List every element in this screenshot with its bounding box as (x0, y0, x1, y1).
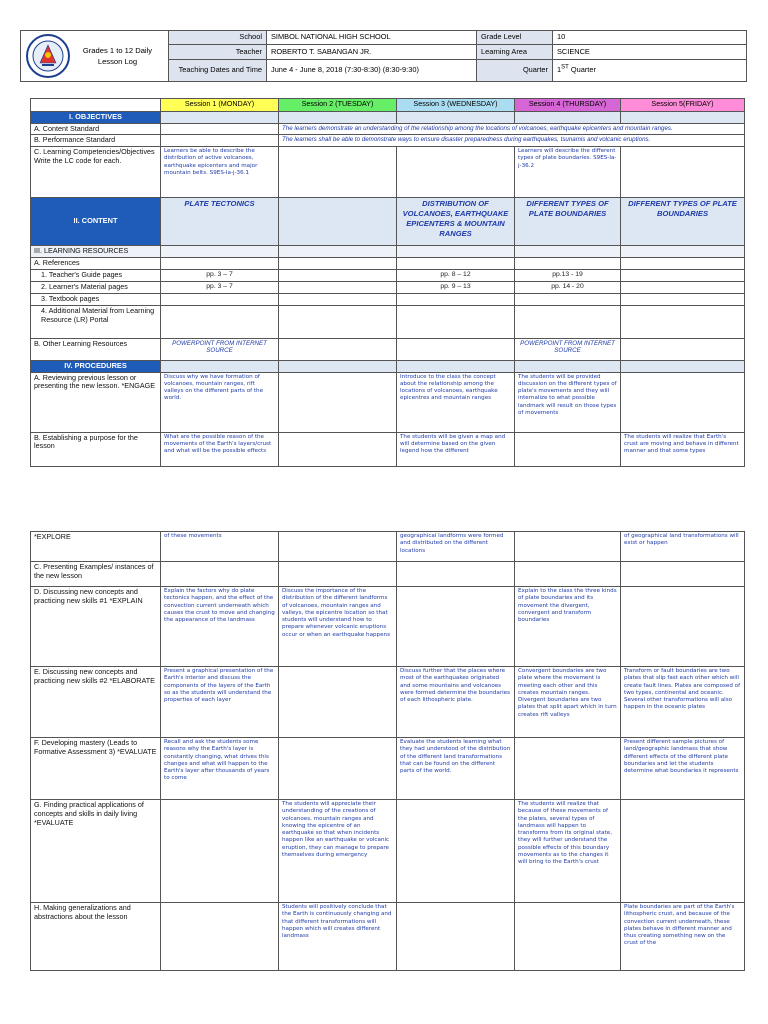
proc-e-label: E. Discussing new concepts and practicing new skills #2 *ELABORATE (31, 667, 161, 738)
performance-standard-label: B. Performance Standard (31, 135, 161, 147)
quarter-value: 1ST Quarter (553, 59, 747, 81)
proc-a-session-4: The students will be provided discussion on the different types of plate's movements and they will internalize to what possible landmark will result on those types of movements (515, 372, 621, 432)
lm-label: 2. Learner's Material pages (31, 281, 161, 293)
dates-value: June 4 - June 8, 2018 (7:30-8:30) (8:30-9:30) (267, 59, 477, 81)
proc-f-session-1: Recall and ask the students some reasons why the Earth's layer is constantly changing, what drives this changes and what will happen to the Earth's layer after thousands of years to come (161, 738, 279, 800)
proc-g-session-4: The students will realize that because of these movements of the plates, several types of landmass will happen to transforms from its original state, they will further understand the possible effects of this boundary movements as to the changes it will bring to the Earth's crust (515, 800, 621, 903)
proc-h-label: H. Making generalizations and abstractions about the lesson (31, 903, 161, 971)
proc-h-session-2: Students will positively conclude that the Earth is continuously changing and that different transformations will happen which will creates different landmass (279, 903, 397, 971)
content-heading: II. CONTENT (31, 198, 161, 246)
school-value: SIMBOL NATIONAL HIGH SCHOOL (267, 31, 477, 45)
session-5-header: Session 5(FRIDAY) (621, 99, 745, 112)
objectives-heading: I. OBJECTIVES (31, 112, 161, 124)
proc-f-session-3: Evaluate the students learning what they had understood of the distribution of the different land transformations that can be found on the different parts of the world. (397, 738, 515, 800)
explore-session-3: geographical landforms were formed and distributed on the different locations (397, 532, 515, 562)
log-title-line1: Grades 1 to 12 Daily (82, 46, 153, 55)
additional-material-label: 4. Additional Material from Learning Resource (LR) Portal (31, 305, 161, 338)
content-session-1: PLATE TECTONICS (161, 198, 279, 246)
lm-session-1: pp. 3 – 7 (161, 281, 279, 293)
proc-f-label: F. Developing mastery (Leads to Formative Assessment 3) *EVALUATE (31, 738, 161, 800)
proc-c-label: C. Presenting Examples/ instances of the new lesson (31, 562, 161, 587)
references-label: A. References (31, 257, 161, 269)
proc-a-label: A. Reviewing previous lesson or presenting the new lesson. *ENGAGE (31, 372, 161, 432)
session-2-header: Session 2 (TUESDAY) (279, 99, 397, 112)
proc-d-session-2: Discuss the importance of the distribution of the different landforms of volcanoes, mountain ranges and valleys, the epicentre location so that students will understand how to prepare whenever volcanic eruptions occur or when an earthquake happens (279, 587, 397, 667)
procedures-heading: IV. PROCEDURES (31, 360, 161, 372)
log-title-line2: Lesson Log (97, 57, 138, 66)
deped-seal-icon (25, 33, 71, 79)
session-3-header: Session 3 (WEDNESDAY) (397, 99, 515, 112)
resources-heading: III. LEARNING RESOURCES (31, 246, 161, 258)
proc-a-session-1: Discuss why we have formation of volcanoes, mountain ranges, rift valleys on the different parts of the world. (161, 372, 279, 432)
proc-b-label: B. Establishing a purpose for the lesson (31, 432, 161, 466)
dates-label: Teaching Dates and Time (169, 59, 267, 81)
proc-d-session-1: Explain the factors why do plate tectonics happen, and the effect of the convection current underneath which causes the crust to move and changing the appearance of the landmass (161, 587, 279, 667)
other-session-4: POWERPOINT FROM INTERNET SOURCE (515, 338, 621, 360)
lesson-log-table-continued (30, 531, 745, 971)
grade-value: 10 (553, 31, 747, 45)
proc-g-label: G. Finding practical applications of concepts and skills in daily living *EVALUATE (31, 800, 161, 903)
grade-label: Grade Level (477, 31, 553, 45)
other-session-1: POWERPOINT FROM INTERNET SOURCE (161, 338, 279, 360)
lm-session-3: pp. 9 – 13 (397, 281, 515, 293)
content-standard-label: A. Content Standard (31, 123, 161, 135)
tg-session-1: pp. 3 – 7 (161, 269, 279, 281)
content-session-3: DISTRIBUTION OF VOLCANOES, EARTHQUAKE EPICENTERS & MOUNTAIN RANGES (397, 198, 515, 246)
session-1-header: Session 1 (MONDAY) (161, 99, 279, 112)
proc-d-label: D. Discussing new concepts and practicing new skills #1 *EXPLAIN (31, 587, 161, 667)
explore-label: *EXPLORE (31, 532, 161, 562)
session-4-header: Session 4 (THURSDAY) (515, 99, 621, 112)
lm-session-4: pp. 14 - 20 (515, 281, 621, 293)
other-resources-label: B. Other Learning Resources (31, 338, 161, 360)
proc-h-session-5: Plate boundaries are part of the Earth's lithospheric crust, and because of the convection current underneath, these plates behave in different manner and thus creating something new on the crust of the (621, 903, 745, 971)
tg-session-3: pp. 8 – 12 (397, 269, 515, 281)
proc-e-session-3: Discuss further that the places where most of the earthquakes originated and some mountains and volcanoes were formed determine the boundaries of each lithospheric plate. (397, 667, 515, 738)
lc-session-1: Learners be able to describe the distribution of active volcanoes, earthquake epicenters and major mountain belts. S9ES-Ia-j-36.1 (161, 147, 279, 198)
proc-b-session-5: The students will realize that Earth's crust are moving and behave in different manner and that some types (621, 432, 745, 466)
teacher-label: Teacher (169, 45, 267, 59)
proc-e-session-4: Convergent boundaries are two plate where the movement is meeting each other and this creates mountain ranges. Divergent boundaries are two plates that split apart which in turn creates rift valleys (515, 667, 621, 738)
tg-session-4: pp.13 - 19 (515, 269, 621, 281)
lesson-log-table (30, 98, 745, 467)
area-value: SCIENCE (553, 45, 747, 59)
area-label: Learning Area (477, 45, 553, 59)
proc-b-session-3: The students will be given a map and will determine based on the given legend how the different (397, 432, 515, 466)
lc-label: C. Learning Competencies/Objectives Write the LC code for each. (31, 147, 161, 198)
teacher-value: ROBERTO T. SABANGAN JR. (267, 45, 477, 59)
corner-cell (31, 99, 161, 112)
proc-a-session-3: Introduce to the class the concept about the relationship among the locations of volcanoes, earthquake epicentres and mountain ranges (397, 372, 515, 432)
textbook-label: 3. Textbook pages (31, 293, 161, 305)
proc-d-session-4: Explain to the class the three kinds of plate boundaries and its movement the divergent, convergent and transform boundaries (515, 587, 621, 667)
lc-session-4: Learners will describe the different types of plate boundaries. S9ES-Ia-j-36.2 (515, 147, 621, 198)
proc-b-session-1: What are the possible reason of the movements of the Earth's layers/crust and what will be the possible effects (161, 432, 279, 466)
proc-g-session-2: The students will appreciate their understanding of the creations of volcanoes, mountain ranges and knowing the epicentre of an earthquake so that when incidents happen like an earthquake or volcanic eruption, they can manage to prepare themselves during emergency (279, 800, 397, 903)
proc-f-session-5: Present different sample pictures of land/geographic landmass that show different effects of the different plate boundaries and let the students determine what boundaries it represents (621, 738, 745, 800)
explore-session-1: of these movements (161, 532, 279, 562)
school-header-block (21, 31, 169, 82)
tg-label: 1. Teacher's Guide pages (31, 269, 161, 281)
content-standard-text: The learners demonstrate an understanding of the relationship among the locations of volcanoes, earthquake epicenters and mountain ranges. (279, 123, 745, 135)
proc-e-session-5: Transform or fault boundaries are two plates that slip fast each other which will create fault lines. Plates are composed of two types, continental and oceanic. Several other transformations will also happen in the oceanic plates (621, 667, 745, 738)
content-session-5: DIFFERENT TYPES OF PLATE BOUNDARIES (621, 198, 745, 246)
content-session-4: DIFFERENT TYPES OF PLATE BOUNDARIES (515, 198, 621, 246)
performance-standard-text: The learners shall be able to demonstrate ways to ensure disaster preparedness during earthquakes, tsunamis and volcanic eruptions. (279, 135, 745, 147)
quarter-label: Quarter (477, 59, 553, 81)
header-table (20, 30, 747, 82)
school-label: School (169, 31, 267, 45)
proc-e-session-1: Present a graphical presentation of the Earth's interior and discuss the components of the layers of the Earth so as the students will understand the properties of each layer (161, 667, 279, 738)
explore-session-5: of geographical land transformations will exist or happen (621, 532, 745, 562)
